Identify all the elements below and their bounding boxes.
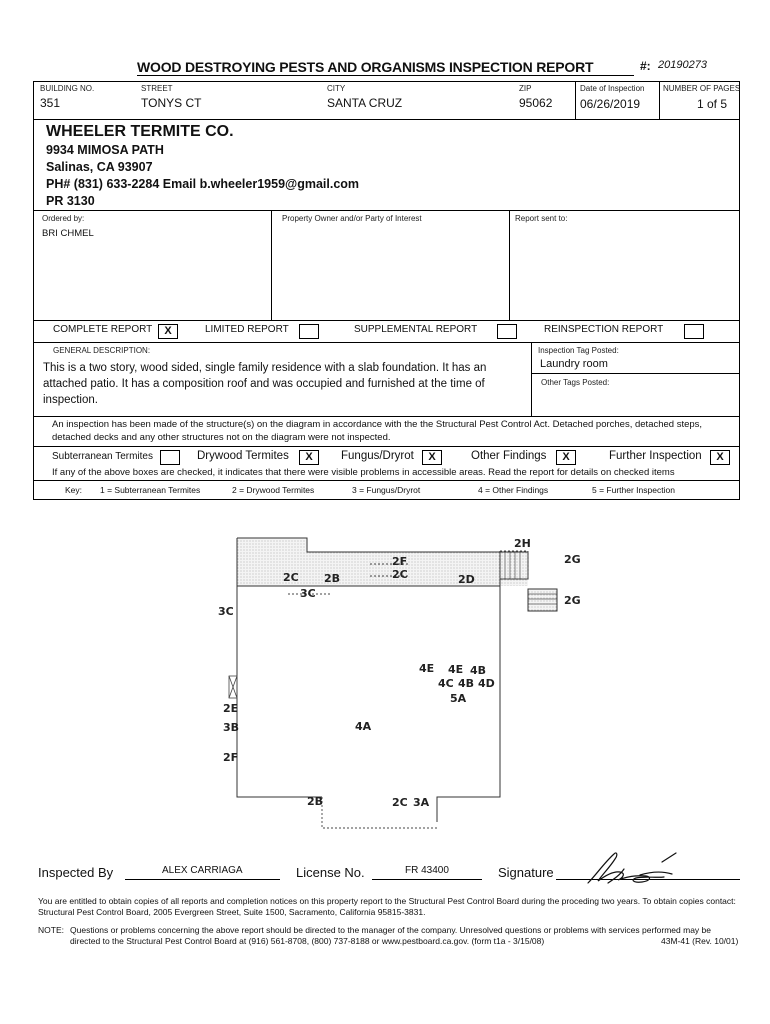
further-inspection-label: Further Inspection <box>609 450 702 462</box>
street-label: STREET <box>141 84 173 93</box>
other-tags-label: Other Tags Posted: <box>541 378 610 387</box>
inspected-by-label: Inspected By <box>38 865 114 880</box>
general-description-label: GENERAL DESCRIPTION: <box>53 346 151 355</box>
zip-label: ZIP <box>519 84 532 93</box>
plan-label-3b: 3B <box>223 721 240 734</box>
plan-label-2f-left: 2F <box>223 751 239 764</box>
plan-label-2c-left: 2C <box>283 571 299 584</box>
inspection-note: An inspection has been made of the structure(s) on the diagram in accordance with the the Structural Pest Control Act. Detached porches, detached steps, detached decks and any other structures not on the diagram were not inspected. <box>52 419 703 443</box>
plan-label-5a: 5A <box>450 692 467 705</box>
building-no: 351 <box>40 96 61 110</box>
company-address-2: Salinas, CA 93907 <box>46 160 153 174</box>
plan-label-2c-bottom: 2C <box>392 796 408 809</box>
street: TONYS CT <box>141 96 202 110</box>
plan-label-2b-bottom: 2B <box>307 795 324 808</box>
plan-label-3a: 3A <box>413 796 430 809</box>
sent-to-label: Report sent to: <box>515 214 568 223</box>
form-id: 43M-41 (Rev. 10/01) <box>661 936 739 946</box>
drywood-label: Drywood Termites <box>197 450 289 462</box>
drywood-checkbox[interactable]: X <box>299 450 319 465</box>
further-inspection-checkbox[interactable]: X <box>710 450 730 465</box>
plan-label-3c-outer: 3C <box>218 605 234 618</box>
roof-area <box>237 538 528 586</box>
limited-report-label: LIMITED REPORT <box>205 324 289 335</box>
plan-label-4e-b: 4E <box>448 663 464 676</box>
report-title: WOOD DESTROYING PESTS AND ORGANISMS INSPECTION REPORT <box>137 59 594 75</box>
general-description-text: This is a two story, wood sided, single family residence with a slab foundation. It has an attached patio. It has a composition roof and was occupied and furnished at the time of inspection. <box>43 362 487 406</box>
reinspection-report-label: REINSPECTION REPORT <box>544 324 664 335</box>
board-notice: You are entitled to obtain copies of all reports and completion notices on this property report to the Structural Pest Control Board during the proceding two years. To obtain copies contact: Structural Pest Control Board, 2005 Evergreen Street, Suite 1500, Sacramento, California 95815-3831. <box>38 896 736 917</box>
plan-label-4e-a: 4E <box>419 662 435 675</box>
license-number: FR 43400 <box>405 865 449 876</box>
plan-label-2d: 2D <box>458 573 475 586</box>
page-count: 1 of 5 <box>697 97 728 111</box>
company-name: WHEELER TERMITE CO. <box>46 123 234 140</box>
plan-label-3c-inner: 3C <box>300 587 316 600</box>
key-label: Key: <box>65 485 83 495</box>
ordered-by: BRI CHMEL <box>42 228 94 239</box>
company-contact: PH# (831) 633-2284 Email b.wheeler1959@gmail.com <box>46 177 360 191</box>
note-text: Questions or problems concerning the above report should be directed to the manager of the company. Unresolved questions or problems with services performed may be directed to the Structural Pest Control Board at (916) 561-8708, (800) 737-8188 or www.pestboard.ca.gov. (form t1a - 3/15/08) <box>70 925 711 946</box>
subterranean-label: Subterranean Termites <box>52 451 153 462</box>
porch-area <box>528 589 557 611</box>
note-label: NOTE: <box>38 925 64 935</box>
findings-note: If any of the above boxes are checked, it indicates that there were visible problems in accessible areas. Read the report for details on checked items <box>52 467 675 478</box>
other-findings-label: Other Findings <box>471 450 547 462</box>
stairs-area <box>500 551 528 579</box>
other-findings-checkbox[interactable]: X <box>556 450 576 465</box>
plan-label-4a: 4A <box>355 720 372 733</box>
supplemental-report-label: SUPPLEMENTAL REPORT <box>354 324 478 335</box>
plan-label-2c-mid: 2C <box>392 568 408 581</box>
report-number: 20190273 <box>658 59 707 71</box>
complete-report-checkbox[interactable]: X <box>158 324 178 339</box>
key-drywood: 2 = Drywood Termites <box>232 485 315 495</box>
plan-label-2e: 2E <box>223 702 239 715</box>
date-label: Date of Inspection <box>580 84 645 93</box>
zip: 95062 <box>519 96 553 110</box>
plan-label-2h: 2H <box>514 537 531 550</box>
key-further: 5 = Further Inspection <box>592 485 675 495</box>
signature-image <box>580 845 700 890</box>
plan-label-4b-b: 4B <box>458 677 475 690</box>
license-label: License No. <box>296 865 365 880</box>
pages-label: NUMBER OF PAGES <box>663 84 741 93</box>
city-label: CITY <box>327 84 346 93</box>
key-fungus: 3 = Fungus/Dryrot <box>352 485 421 495</box>
plan-label-2g-bottom: 2G <box>564 594 581 607</box>
fungus-label: Fungus/Dryrot <box>341 450 414 462</box>
signature-label: Signature <box>498 865 554 880</box>
report-number-label: #: <box>640 59 651 73</box>
complete-report-label: COMPLETE REPORT <box>53 324 153 335</box>
company-address-1: 9934 MIMOSA PATH <box>46 143 164 157</box>
inspection-tag-label: Inspection Tag Posted: <box>538 346 619 355</box>
key-subterranean: 1 = Subterranean Termites <box>100 485 201 495</box>
plan-label-4d: 4D <box>478 677 495 690</box>
plan-label-4b-a: 4B <box>470 664 487 677</box>
owner-label: Property Owner and/or Party of Interest <box>282 214 422 223</box>
fungus-checkbox[interactable]: X <box>422 450 442 465</box>
company-license: PR 3130 <box>46 194 95 208</box>
plan-label-4c: 4C <box>438 677 454 690</box>
inspector-name: ALEX CARRIAGA <box>162 865 243 876</box>
key-other: 4 = Other Findings <box>478 485 549 495</box>
plan-label-2f-top: 2F <box>392 555 408 568</box>
inspection-tag-value: Laundry room <box>540 358 608 370</box>
plan-label-2g-top: 2G <box>564 553 581 566</box>
inspection-date: 06/26/2019 <box>580 97 641 111</box>
plan-label-2b-top: 2B <box>324 572 341 585</box>
city: SANTA CRUZ <box>327 96 403 110</box>
ordered-by-label: Ordered by: <box>42 214 85 223</box>
building-no-label: BUILDING NO. <box>40 84 95 93</box>
